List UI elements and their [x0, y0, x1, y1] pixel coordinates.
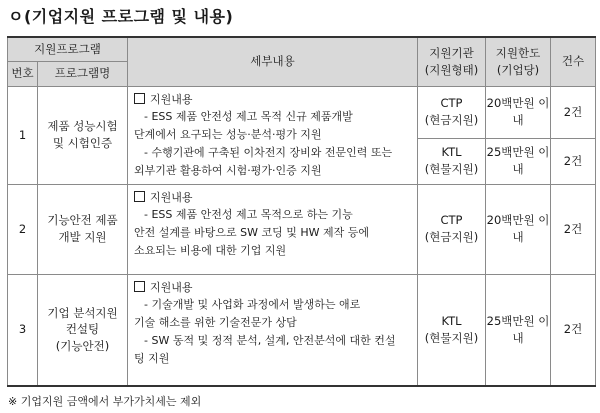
program-name-line: 및 시험인증: [52, 136, 113, 150]
program-details: [128, 86, 418, 184]
agency-cell: [418, 184, 486, 274]
agency-name: KTL: [441, 314, 462, 329]
detail-line: 단계에서 요구되는 성능·분석·평가 지원: [134, 128, 322, 142]
program-name: [38, 274, 128, 386]
details-heading: 지원내용: [150, 190, 193, 204]
detail-line: - ESS 제품 안전성 제고 목적 신규 제품개발: [144, 110, 353, 124]
program-name-line: 개발 지원: [58, 230, 107, 244]
page-title: ㅇ(기업지원 프로그램 및 내용): [8, 7, 234, 26]
support-limit: 25백만원 이내: [486, 138, 551, 184]
agency-name: CTP: [440, 213, 463, 228]
row-number: 2: [8, 184, 38, 274]
footnote: ※ 기업지원 금액에서 부가가치세는 제외: [8, 395, 202, 408]
header-details: 세부내용: [128, 37, 418, 86]
support-program-table: [7, 36, 596, 387]
agency-name: CTP: [440, 96, 463, 111]
detail-line: - ESS 제품 안전성 제고 목적으로 하는 기능: [144, 208, 353, 222]
checkbox-square-icon: [134, 281, 145, 292]
detail-line: 안전 설계를 바탕으로 SW 코딩 및 HW 제작 등에: [134, 226, 369, 240]
program-name-line: 기업 분석지원: [47, 305, 118, 320]
checkbox-square-icon: [134, 93, 145, 104]
header-limit-line2: (기업당): [496, 62, 540, 77]
program-name-line: (기능안전): [55, 339, 110, 354]
agency-name: KTL: [441, 145, 462, 160]
support-limit: 25백만원 이내: [486, 274, 551, 386]
header-program-group: 지원프로그램: [8, 37, 128, 61]
agency-cell: [418, 138, 486, 184]
program-details: [128, 274, 418, 386]
header-no: 번호: [8, 61, 38, 86]
detail-line: 외부기관 활용하여 시험·평가·인증 지원: [134, 163, 322, 177]
program-name: [38, 86, 128, 184]
program-name-line: 제품 성능시험: [47, 119, 118, 134]
header-agency-line2: (지원형태): [424, 62, 479, 77]
detail-line: 소요되는 비용에 대한 기업 지원: [134, 243, 287, 257]
count-cell: 2건: [551, 86, 596, 138]
program-name-line: 기능안전 제품: [47, 213, 118, 228]
agency-cell: [418, 86, 486, 138]
count-cell: 2건: [551, 184, 596, 274]
detail-line: 기술 해소를 위한 기술전문가 상담: [134, 316, 297, 330]
support-limit: 20백만원 이내: [486, 86, 551, 138]
table-row: [8, 274, 596, 386]
header-agency: [418, 37, 486, 86]
row-number: 3: [8, 274, 38, 386]
details-heading: 지원내용: [150, 280, 193, 294]
header-count: 건수: [551, 37, 596, 86]
detail-line: - SW 동적 및 정적 분석, 설계, 안전분석에 대한 컨설: [144, 333, 396, 347]
table-row: [8, 86, 596, 138]
count-cell: 2건: [551, 138, 596, 184]
program-name: [38, 184, 128, 274]
detail-line: - 수행기관에 구축된 이차전지 장비와 전문인력 또는: [144, 145, 393, 159]
header-limit: [486, 37, 551, 86]
support-type: (현금지원): [424, 230, 479, 244]
agency-cell: [418, 274, 486, 386]
program-name-line: 컨설팅: [65, 322, 100, 337]
header-agency-line1: 지원기관: [429, 46, 474, 61]
support-type: (현물지원): [424, 162, 479, 176]
support-limit: 20백만원 이내: [486, 184, 551, 274]
table-row: [8, 184, 596, 274]
header-program-name: 프로그램명: [38, 61, 128, 86]
count-cell: 2건: [551, 274, 596, 386]
program-details: [128, 184, 418, 274]
detail-line: - 기술개발 및 사업화 과정에서 발생하는 애로: [144, 298, 361, 312]
details-heading: 지원내용: [150, 92, 193, 106]
detail-line: 팅 지원: [134, 351, 170, 365]
checkbox-square-icon: [134, 191, 145, 202]
row-number: 1: [8, 86, 38, 184]
support-type: (현물지원): [424, 330, 479, 345]
support-type: (현금지원): [424, 113, 479, 127]
header-limit-line1: 지원한도: [495, 46, 541, 61]
